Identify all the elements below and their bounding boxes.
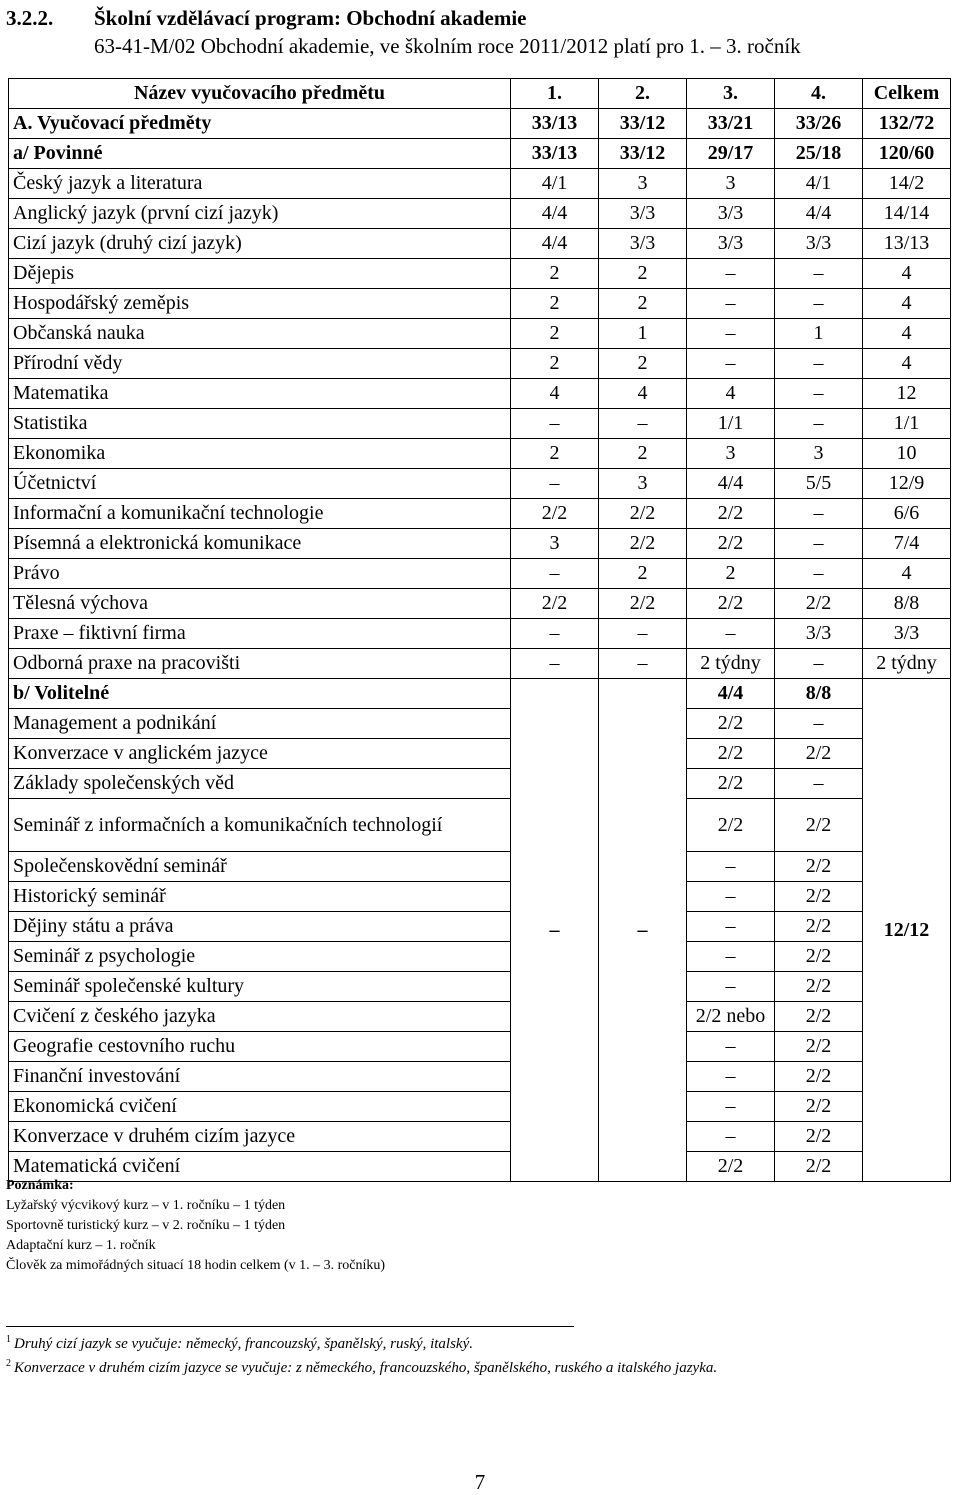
total-hours: 8/8	[863, 589, 951, 619]
subject-name: Odborná praxe na pracovišti	[9, 649, 511, 679]
notes-line: Adaptační kurz – 1. ročník	[6, 1238, 156, 1253]
footnote-text: Konverzace v druhém cizím jazyce se vyučuje: z německého, francouzského, španělského, ruského a italského jazyka.	[14, 1360, 718, 1376]
total-hours: 1/1	[863, 409, 951, 439]
year-3-hours: –	[687, 912, 775, 942]
total-hours: 14/14	[863, 199, 951, 229]
year-3-hours: 4	[687, 379, 775, 409]
table-row	[9, 229, 951, 259]
subject-name: Právo	[9, 559, 511, 589]
year-2-hours: 3	[599, 169, 687, 199]
section-subtitle: 63-41-M/02 Obchodní akademie, ve školním roce 2011/2012 platí pro 1. – 3. ročník	[94, 34, 801, 58]
year-3-hours: –	[687, 942, 775, 972]
subject-name: Matematická cvičení	[9, 1152, 511, 1182]
year-1-hours: 4	[511, 379, 599, 409]
header-total: Celkem	[863, 79, 951, 109]
year-3-hours: 2/2	[687, 1152, 775, 1182]
subject-name: Dějepis	[9, 259, 511, 289]
year-1-hours: 2	[511, 439, 599, 469]
year-2-hours: 2	[599, 259, 687, 289]
total-hours: 14/2	[863, 169, 951, 199]
year-3-hours: 2/2	[687, 589, 775, 619]
year-3-hours: 4/4	[687, 469, 775, 499]
year-4-hours: –	[775, 409, 863, 439]
elective-row	[9, 769, 951, 799]
year-1-hours: –	[511, 679, 599, 1182]
year-1-hours: 2	[511, 319, 599, 349]
notes-line: Lyžařský výcvikový kurz – v 1. ročníku – 1 týden	[6, 1198, 286, 1213]
subject-name: Cvičení z českého jazyka	[9, 1002, 511, 1032]
table-row	[9, 499, 951, 529]
total-hours: 4	[863, 289, 951, 319]
year-4-hours: 2/2	[775, 912, 863, 942]
year-2-hours: 3/3	[599, 229, 687, 259]
year-1-hours: 4/4	[511, 229, 599, 259]
year-4-hours: –	[775, 379, 863, 409]
year-1-hours: 4/4	[511, 199, 599, 229]
year-4-hours: 2/2	[775, 799, 863, 852]
year-2-hours: 2/2	[599, 529, 687, 559]
year-3-hours: 2/2	[687, 799, 775, 852]
table-row	[9, 139, 951, 169]
table-row	[9, 109, 951, 139]
curriculum-table	[8, 78, 951, 1182]
year-3-hours: 2/2	[687, 709, 775, 739]
year-4-hours: 33/26	[775, 109, 863, 139]
year-4-hours: 8/8	[775, 679, 863, 709]
year-3-hours: 2/2 nebo	[687, 1002, 775, 1032]
table-row	[9, 649, 951, 679]
year-1-hours: –	[511, 649, 599, 679]
elective-row	[9, 1002, 951, 1032]
year-4-hours: 2/2	[775, 882, 863, 912]
year-4-hours: 2/2	[775, 942, 863, 972]
subject-name: Matematika	[9, 379, 511, 409]
table-row	[9, 259, 951, 289]
year-4-hours: –	[775, 769, 863, 799]
table-row	[9, 169, 951, 199]
year-3-hours: 3	[687, 169, 775, 199]
section-number: 3.2.2.	[6, 6, 54, 30]
elective-row	[9, 912, 951, 942]
year-3-hours: –	[687, 1122, 775, 1152]
year-1-hours: –	[511, 619, 599, 649]
subject-name: Český jazyk a literatura	[9, 169, 511, 199]
table-header-row	[9, 79, 951, 109]
year-4-hours: 4/1	[775, 169, 863, 199]
subject-name: Konverzace v druhém cizím jazyce	[9, 1122, 511, 1152]
year-2-hours: 3/3	[599, 199, 687, 229]
year-2-hours: –	[599, 409, 687, 439]
year-4-hours: –	[775, 289, 863, 319]
year-1-hours: 2	[511, 349, 599, 379]
subject-name: Finanční investování	[9, 1062, 511, 1092]
header-year-2: 2.	[599, 79, 687, 109]
table-row	[9, 469, 951, 499]
notes	[6, 1176, 385, 1276]
subject-name: Ekonomika	[9, 439, 511, 469]
year-4-hours: 5/5	[775, 469, 863, 499]
section-heading	[6, 4, 526, 32]
year-4-hours: 2/2	[775, 1062, 863, 1092]
year-4-hours: 2/2	[775, 589, 863, 619]
year-4-hours: 2/2	[775, 1032, 863, 1062]
year-3-hours: 2/2	[687, 499, 775, 529]
total-hours: 7/4	[863, 529, 951, 559]
subject-name: Geografie cestovního ruchu	[9, 1032, 511, 1062]
subject-name: Praxe – fiktivní firma	[9, 619, 511, 649]
year-3-hours: 3/3	[687, 229, 775, 259]
year-4-hours: –	[775, 649, 863, 679]
elective-row	[9, 799, 951, 852]
year-3-hours: 2/2	[687, 529, 775, 559]
total-hours: 13/13	[863, 229, 951, 259]
table-row	[9, 199, 951, 229]
year-3-hours: –	[687, 972, 775, 1002]
year-3-hours: 3	[687, 439, 775, 469]
year-4-hours: –	[775, 709, 863, 739]
elective-row	[9, 1122, 951, 1152]
year-4-hours: 1	[775, 319, 863, 349]
year-3-hours: 33/21	[687, 109, 775, 139]
year-2-hours: 2	[599, 439, 687, 469]
year-3-hours: –	[687, 882, 775, 912]
subject-name: Konverzace v anglickém jazyce	[9, 739, 511, 769]
elective-row	[9, 972, 951, 1002]
table-row	[9, 439, 951, 469]
elective-row	[9, 739, 951, 769]
header-year-3: 3.	[687, 79, 775, 109]
elective-row	[9, 1062, 951, 1092]
year-4-hours: –	[775, 529, 863, 559]
table-row	[9, 409, 951, 439]
year-4-hours: 3/3	[775, 619, 863, 649]
year-1-hours: 2	[511, 289, 599, 319]
header-year-1: 1.	[511, 79, 599, 109]
table-row	[9, 289, 951, 319]
year-2-hours: 1	[599, 319, 687, 349]
year-4-hours: –	[775, 559, 863, 589]
table-row	[9, 589, 951, 619]
elective-row	[9, 882, 951, 912]
total-hours: 10	[863, 439, 951, 469]
subject-name: Dějiny státu a práva	[9, 912, 511, 942]
subject-name: Hospodářský zeměpis	[9, 289, 511, 319]
total-hours: 4	[863, 349, 951, 379]
year-2-hours: 4	[599, 379, 687, 409]
total-hours: 132/72	[863, 109, 951, 139]
table-row	[9, 529, 951, 559]
year-4-hours: 2/2	[775, 972, 863, 1002]
year-3-hours: –	[687, 319, 775, 349]
year-3-hours: –	[687, 349, 775, 379]
subject-name: Občanská nauka	[9, 319, 511, 349]
subject-name: a/ Povinné	[9, 139, 511, 169]
elective-row	[9, 709, 951, 739]
table-row	[9, 319, 951, 349]
header-year-4: 4.	[775, 79, 863, 109]
total-hours: 2 týdny	[863, 649, 951, 679]
year-4-hours: 2/2	[775, 852, 863, 882]
year-4-hours: 25/18	[775, 139, 863, 169]
elective-row	[9, 942, 951, 972]
year-2-hours: 33/12	[599, 109, 687, 139]
footnote	[6, 1354, 717, 1378]
subject-name: Ekonomická cvičení	[9, 1092, 511, 1122]
subject-name: Management a podnikání	[9, 709, 511, 739]
year-1-hours: 2/2	[511, 589, 599, 619]
section-title: Školní vzdělávací program: Obchodní akademie	[94, 6, 527, 30]
total-hours: 120/60	[863, 139, 951, 169]
year-3-hours: –	[687, 1062, 775, 1092]
subject-name: Informační a komunikační technologie	[9, 499, 511, 529]
total-hours: 6/6	[863, 499, 951, 529]
total-hours: 12/12	[863, 679, 951, 1182]
notes-line: Sportovně turistický kurz – v 2. ročníku – 1 týden	[6, 1218, 286, 1233]
year-4-hours: –	[775, 259, 863, 289]
header-subject: Název vyučovacího předmětu	[9, 79, 511, 109]
elective-row	[9, 1032, 951, 1062]
year-4-hours: 2/2	[775, 1152, 863, 1182]
subject-name: Základy společenských věd	[9, 769, 511, 799]
year-3-hours: –	[687, 619, 775, 649]
year-4-hours: 3/3	[775, 229, 863, 259]
subject-name: Účetnictví	[9, 469, 511, 499]
year-3-hours: –	[687, 289, 775, 319]
year-4-hours: 2/2	[775, 1002, 863, 1032]
year-3-hours: –	[687, 1032, 775, 1062]
year-4-hours: 2/2	[775, 739, 863, 769]
year-2-hours: 2	[599, 349, 687, 379]
year-4-hours: 4/4	[775, 199, 863, 229]
subject-name: Historický seminář	[9, 882, 511, 912]
year-1-hours: 4/1	[511, 169, 599, 199]
subject-name: A. Vyučovací předměty	[9, 109, 511, 139]
year-1-hours: –	[511, 469, 599, 499]
year-2-hours: 2	[599, 559, 687, 589]
footnote-text: Druhý cizí jazyk se vyučuje: německý, francouzský, španělský, ruský, italský.	[14, 1336, 474, 1352]
subject-name: Seminář z psychologie	[9, 942, 511, 972]
year-1-hours: 33/13	[511, 109, 599, 139]
year-3-hours: 4/4	[687, 679, 775, 709]
subject-name: Seminář z informačních a komunikačních technologií	[9, 799, 511, 852]
year-4-hours: –	[775, 499, 863, 529]
subject-name: Tělesná výchova	[9, 589, 511, 619]
year-3-hours: 29/17	[687, 139, 775, 169]
year-1-hours: 2	[511, 259, 599, 289]
footnotes	[6, 1330, 717, 1378]
year-3-hours: 2/2	[687, 739, 775, 769]
total-hours: 4	[863, 559, 951, 589]
year-3-hours: –	[687, 1092, 775, 1122]
year-1-hours: 2/2	[511, 499, 599, 529]
elective-header-row	[9, 679, 951, 709]
year-2-hours: 2/2	[599, 499, 687, 529]
total-hours: 12/9	[863, 469, 951, 499]
footnote-mark: 1	[6, 1334, 11, 1345]
subject-name: Přírodní vědy	[9, 349, 511, 379]
year-2-hours: –	[599, 679, 687, 1182]
subject-name: b/ Volitelné	[9, 679, 511, 709]
footnote-mark: 2	[6, 1358, 11, 1369]
subject-name: Statistika	[9, 409, 511, 439]
total-hours: 3/3	[863, 619, 951, 649]
year-1-hours: 3	[511, 529, 599, 559]
year-2-hours: –	[599, 619, 687, 649]
footnote-divider	[6, 1326, 574, 1327]
total-hours: 4	[863, 259, 951, 289]
subject-name: Písemná a elektronická komunikace	[9, 529, 511, 559]
year-3-hours: 3/3	[687, 199, 775, 229]
year-1-hours: –	[511, 409, 599, 439]
page-number: 7	[474, 1470, 486, 1494]
notes-line: Člověk za mimořádných situací 18 hodin celkem (v 1. – 3. ročníku)	[6, 1258, 386, 1273]
table-row	[9, 619, 951, 649]
year-4-hours: –	[775, 349, 863, 379]
subject-name: Cizí jazyk (druhý cizí jazyk)	[9, 229, 511, 259]
year-3-hours: 2 týdny	[687, 649, 775, 679]
year-2-hours: 2	[599, 289, 687, 319]
table-row	[9, 349, 951, 379]
year-4-hours: 2/2	[775, 1092, 863, 1122]
year-3-hours: 2/2	[687, 769, 775, 799]
subject-name: Seminář společenské kultury	[9, 972, 511, 1002]
year-4-hours: 3	[775, 439, 863, 469]
year-1-hours: 33/13	[511, 139, 599, 169]
year-2-hours: 33/12	[599, 139, 687, 169]
year-2-hours: 2/2	[599, 589, 687, 619]
table-row	[9, 379, 951, 409]
elective-row	[9, 1092, 951, 1122]
table-row	[9, 559, 951, 589]
total-hours: 4	[863, 319, 951, 349]
total-hours: 12	[863, 379, 951, 409]
year-4-hours: 2/2	[775, 1122, 863, 1152]
year-2-hours: –	[599, 649, 687, 679]
subject-name: Anglický jazyk (první cizí jazyk)	[9, 199, 511, 229]
subject-name: Společenskovědní seminář	[9, 852, 511, 882]
year-1-hours: –	[511, 559, 599, 589]
footnote	[6, 1330, 717, 1354]
year-3-hours: –	[687, 259, 775, 289]
year-3-hours: 1/1	[687, 409, 775, 439]
year-3-hours: 2	[687, 559, 775, 589]
year-3-hours: –	[687, 852, 775, 882]
elective-row	[9, 852, 951, 882]
notes-title: Poznámka:	[6, 1178, 74, 1193]
year-2-hours: 3	[599, 469, 687, 499]
